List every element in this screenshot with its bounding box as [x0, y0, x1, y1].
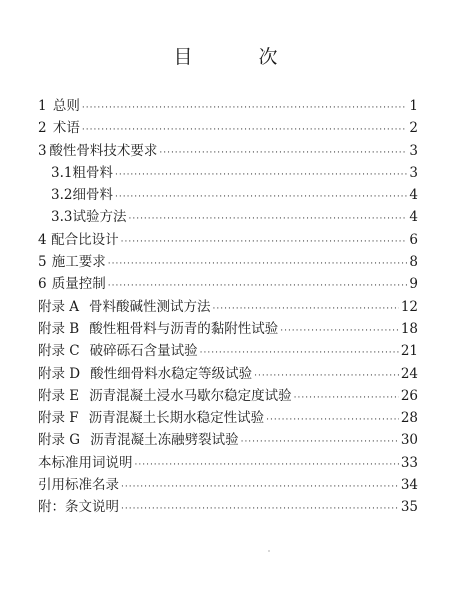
- toc-dot-leader: [266, 409, 399, 431]
- toc-entry-title: 骨料酸碱性测试方法: [89, 298, 211, 315]
- toc-entry[interactable]: [38, 429, 418, 451]
- toc-page-number: 2: [409, 120, 418, 137]
- toc-entry[interactable]: [38, 95, 418, 117]
- toc-entry-number: 2: [38, 120, 47, 137]
- toc-dot-leader: [241, 431, 399, 453]
- toc-entry-title: 破碎砾石含量试验: [89, 343, 198, 360]
- toc-page-number: 34: [400, 477, 418, 494]
- toc-page-number: 4: [409, 209, 418, 226]
- toc-entry-title: 沥青混凝土浸水马歇尔稳定度试验: [89, 387, 292, 404]
- toc-entry-title: 酸性粗骨料与沥青的黏附性试验: [89, 320, 279, 337]
- table-of-contents: [38, 95, 418, 519]
- toc-page-number: 3: [409, 142, 418, 159]
- toc-entry-title: 总则: [52, 98, 80, 114]
- toc-entry-number: 附录 E: [38, 387, 80, 404]
- toc-entry[interactable]: [38, 363, 418, 385]
- toc-dot-leader: [294, 387, 399, 409]
- toc-dot-leader: [213, 298, 399, 320]
- toc-dot-leader: [115, 186, 407, 208]
- toc-entry[interactable]: [38, 407, 418, 429]
- toc-page-number: 21: [400, 343, 418, 360]
- toc-dot-leader: [200, 342, 399, 364]
- toc-entry[interactable]: [38, 206, 418, 228]
- toc-entry-title: 配合比设计: [51, 231, 119, 248]
- toc-dot-leader: [82, 119, 407, 141]
- toc-dot-leader: [82, 97, 407, 119]
- toc-entry[interactable]: [38, 184, 418, 206]
- toc-entry[interactable]: [38, 474, 418, 496]
- toc-dot-leader: [115, 164, 407, 186]
- toc-entry-title: 酸性骨料技术要求: [49, 142, 158, 159]
- toc-dot-leader: [108, 275, 408, 297]
- toc-page-number: 6: [409, 231, 418, 248]
- toc-entry-number: 3.3: [51, 209, 73, 226]
- toc-entry-title: 质量控制: [51, 276, 106, 293]
- toc-entry-number: 附录 G: [38, 432, 81, 449]
- toc-entry-title: 试验方法: [72, 209, 127, 226]
- toc-entry-number: 1: [38, 98, 47, 114]
- toc-entry-title: 沥青混凝土长期水稳定性试验: [88, 410, 265, 427]
- toc-entry-number: 3.2: [51, 187, 73, 204]
- toc-entry[interactable]: [38, 452, 418, 474]
- toc-page-number: 8: [409, 254, 418, 271]
- toc-dot-leader: [121, 476, 399, 498]
- toc-page-number: 3: [409, 164, 418, 181]
- toc-entry[interactable]: [38, 340, 418, 362]
- toc-dot-leader: [121, 498, 399, 520]
- toc-entry[interactable]: [38, 162, 418, 184]
- toc-dot-leader: [280, 320, 399, 342]
- toc-entry-number: 附录 A: [38, 298, 80, 315]
- toc-entry-number: 5: [38, 254, 47, 271]
- toc-entry-number: 3.1: [51, 164, 73, 181]
- toc-page-number: 9: [409, 276, 418, 293]
- toc-dot-leader: [135, 454, 399, 476]
- toc-entry-title: 粗骨料: [72, 164, 113, 181]
- toc-page-number: 26: [400, 387, 418, 404]
- toc-page-number: 33: [400, 454, 418, 471]
- toc-entry-title: 酸性细骨料水稳定等级试验: [90, 365, 253, 382]
- toc-dot-leader: [254, 365, 399, 387]
- toc-entry-title: 术语: [52, 120, 80, 137]
- toc-entry-number: 6: [38, 276, 47, 293]
- toc-entry-number: 附录 C: [38, 343, 80, 360]
- toc-entry-number: 附录 F: [38, 410, 79, 427]
- toc-page-number: 4: [409, 187, 418, 204]
- toc-entry[interactable]: [38, 251, 418, 273]
- toc-page-number: 24: [400, 365, 418, 382]
- toc-page-number: 35: [400, 499, 418, 516]
- toc-entry-title: 本标准用词说明: [38, 454, 133, 471]
- toc-entry-title: 施工要求: [51, 254, 106, 271]
- toc-entry-number: 3: [38, 142, 47, 159]
- toc-entry-number: 附录 B: [38, 320, 80, 337]
- toc-entry[interactable]: [38, 496, 418, 518]
- toc-entry-title: 细骨料: [72, 187, 113, 204]
- toc-dot-leader: [108, 253, 408, 275]
- toc-entry-title: 沥青混凝土冻融劈裂试验: [90, 432, 239, 449]
- toc-entry[interactable]: [38, 117, 418, 139]
- toc-page-number: 18: [400, 320, 418, 337]
- toc-entry[interactable]: [38, 229, 418, 251]
- page-title: 目 次: [173, 46, 308, 68]
- toc-entry[interactable]: [38, 385, 418, 407]
- toc-entry[interactable]: [38, 140, 418, 162]
- toc-dot-leader: [159, 142, 407, 164]
- toc-entry[interactable]: [38, 318, 418, 340]
- toc-dot-leader: [121, 231, 408, 253]
- toc-entry[interactable]: [38, 296, 418, 318]
- toc-entry[interactable]: [38, 273, 418, 295]
- toc-entry-number: 4: [38, 231, 47, 248]
- toc-entry-title: 引用标准名录: [38, 477, 119, 494]
- toc-entry-title: 附：条文说明: [38, 499, 119, 516]
- scan-speck: [268, 550, 270, 552]
- toc-dot-leader: [128, 208, 407, 230]
- toc-page-number: 30: [400, 432, 418, 449]
- toc-entry-number: 附录 D: [38, 365, 81, 382]
- toc-page-number: 1: [409, 98, 418, 114]
- toc-page-number: 28: [400, 410, 418, 427]
- toc-page-number: 12: [400, 298, 418, 315]
